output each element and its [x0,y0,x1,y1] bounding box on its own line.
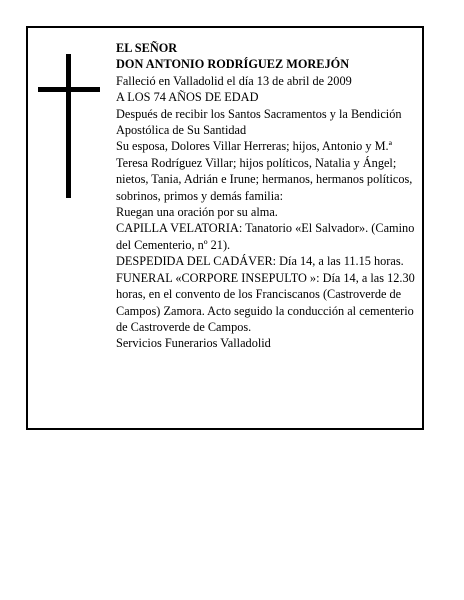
farewell-info: DESPEDIDA DEL CADÁVER: Día 14, a las 11.15 horas. [116,254,404,269]
obituary-notice [26,26,424,430]
sacraments-line: Después de recibir los Santos Sacramentos y la Bendición Apostólica de Su Santidad [116,106,402,138]
age-line: A LOS 74 AÑOS DE EDAD [116,90,259,105]
cross-horizontal-bar [38,87,100,92]
cross-icon [38,54,100,198]
funeral-info: FUNERAL «CORPORE INSEPULTO »: Día 14, a las 12.30 horas, en el convento de los Franciscanos (Castroverde de Campos) Zamora. Acto seguido la conducción al cementerio de Castroverde de Campos. [116,270,415,334]
funeral-services-credit: Servicios Funerarios Valladolid [116,336,271,351]
family-paragraph: Su esposa, Dolores Villar Herreras; hijos, Antonio y M.ª Teresa Rodríguez Villar; hijos políticos, Natalia y Ángel; nietos, Tania, Adrián e Irune; hermanos, hermanos políticos, sobrinos, primos y demás familia: [116,139,413,203]
deceased-name: DON ANTONIO RODRÍGUEZ MOREJÓN [116,57,350,72]
title-line-1: EL SEÑOR [116,41,178,55]
cross-vertical-bar [66,54,71,198]
chapel-info: CAPILLA VELATORIA: Tanatorio «El Salvador». (Camino del Cementerio, nº 21). [116,221,415,252]
prayer-line: Ruegan una oración por su alma. [116,205,278,220]
death-date-line: Falleció en Valladolid el día 13 de abril de 2009 [116,73,352,88]
notice-text [116,40,416,352]
